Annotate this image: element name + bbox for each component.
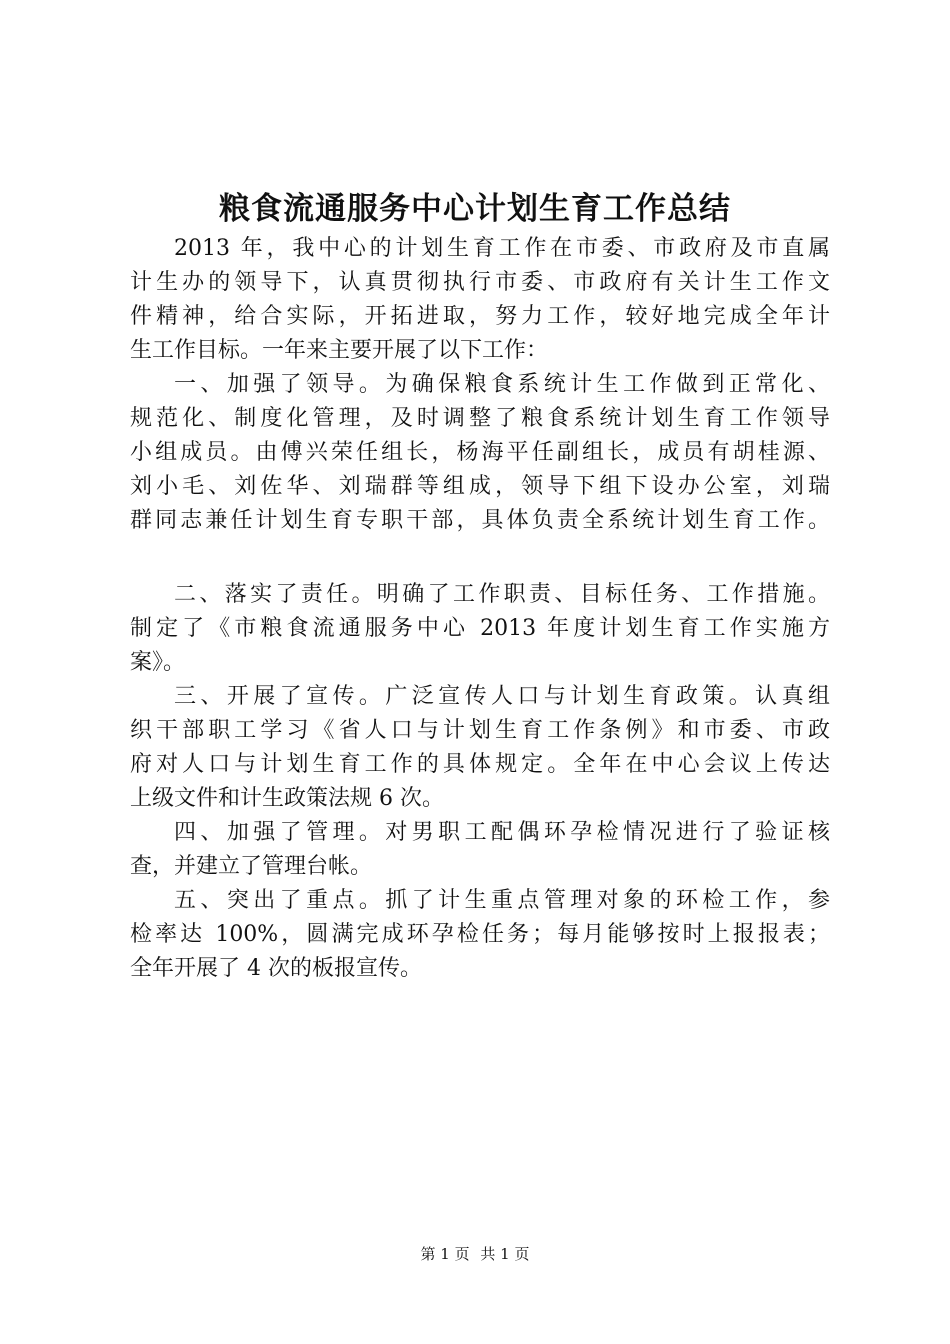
blank-line — [130, 538, 830, 578]
paragraph-line: 四、加强了管理。对男职工配偶环孕检情况进行了验证核 — [174, 820, 830, 845]
paragraph-line: 群同志兼任计划生育专职干部，具体负责全系统计划生育工作。 — [130, 508, 830, 533]
paragraph-line: 织干部职工学习《省人口与计划生育工作条例》和市委、市政 — [130, 718, 830, 743]
paragraph-line: 全年开展了 4 次的板报宣传。 — [130, 956, 422, 981]
paragraph-line: 上级文件和计生政策法规 6 次。 — [130, 786, 444, 811]
paragraph-line: 五、突出了重点。抓了计生重点管理对象的环检工作，参 — [174, 888, 830, 913]
paragraph-line: 制定了《市粮食流通服务中心 2013 年度计划生育工作实施方 — [130, 616, 830, 641]
paragraph-line: 三、开展了宣传。广泛宣传人口与计划生育政策。认真组 — [174, 684, 830, 709]
paragraph-line: 刘小毛、刘佐华、刘瑞群等组成，领导下组下设办公室，刘瑞 — [130, 474, 830, 499]
document-body — [130, 232, 830, 986]
page-footer — [0, 1242, 950, 1266]
paragraph-line: 2013 年，我中心的计划生育工作在市委、市政府及市直属 — [174, 236, 830, 261]
document-title: 粮食流通服务中心计划生育工作总结 — [219, 191, 731, 227]
paragraph-line: 规范化、制度化管理，及时调整了粮食系统计划生育工作领导 — [130, 406, 830, 431]
paragraph-line: 案》。 — [130, 650, 186, 675]
paragraph-line: 件精神，给合实际，开拓进取，努力工作，较好地完成全年计 — [130, 304, 830, 329]
paragraph-line: 一、加强了领导。为确保粮食系统计生工作做到正常化、 — [174, 372, 830, 397]
page-number: 第 1 页 — [420, 1245, 470, 1263]
paragraph-line: 府对人口与计划生育工作的具体规定。全年在中心会议上传达 — [130, 752, 830, 777]
paragraph-line: 查，并建立了管理台帐。 — [130, 854, 373, 879]
paragraph-line: 二、落实了责任。明确了工作职责、目标任务、工作措施。 — [174, 582, 830, 607]
paragraph-line: 小组成员。由傅兴荣任组长，杨海平任副组长，成员有胡桂源、 — [130, 440, 830, 465]
paragraph-line: 检率达 100%，圆满完成环孕检任务；每月能够按时上报报表； — [130, 922, 830, 947]
paragraph-line: 计生办的领导下，认真贯彻执行市委、市政府有关计生工作文 — [130, 270, 830, 295]
paragraph-line: 生工作目标。一年来主要开展了以下工作： — [130, 338, 549, 363]
page-total: 共 1 页 — [480, 1245, 530, 1263]
